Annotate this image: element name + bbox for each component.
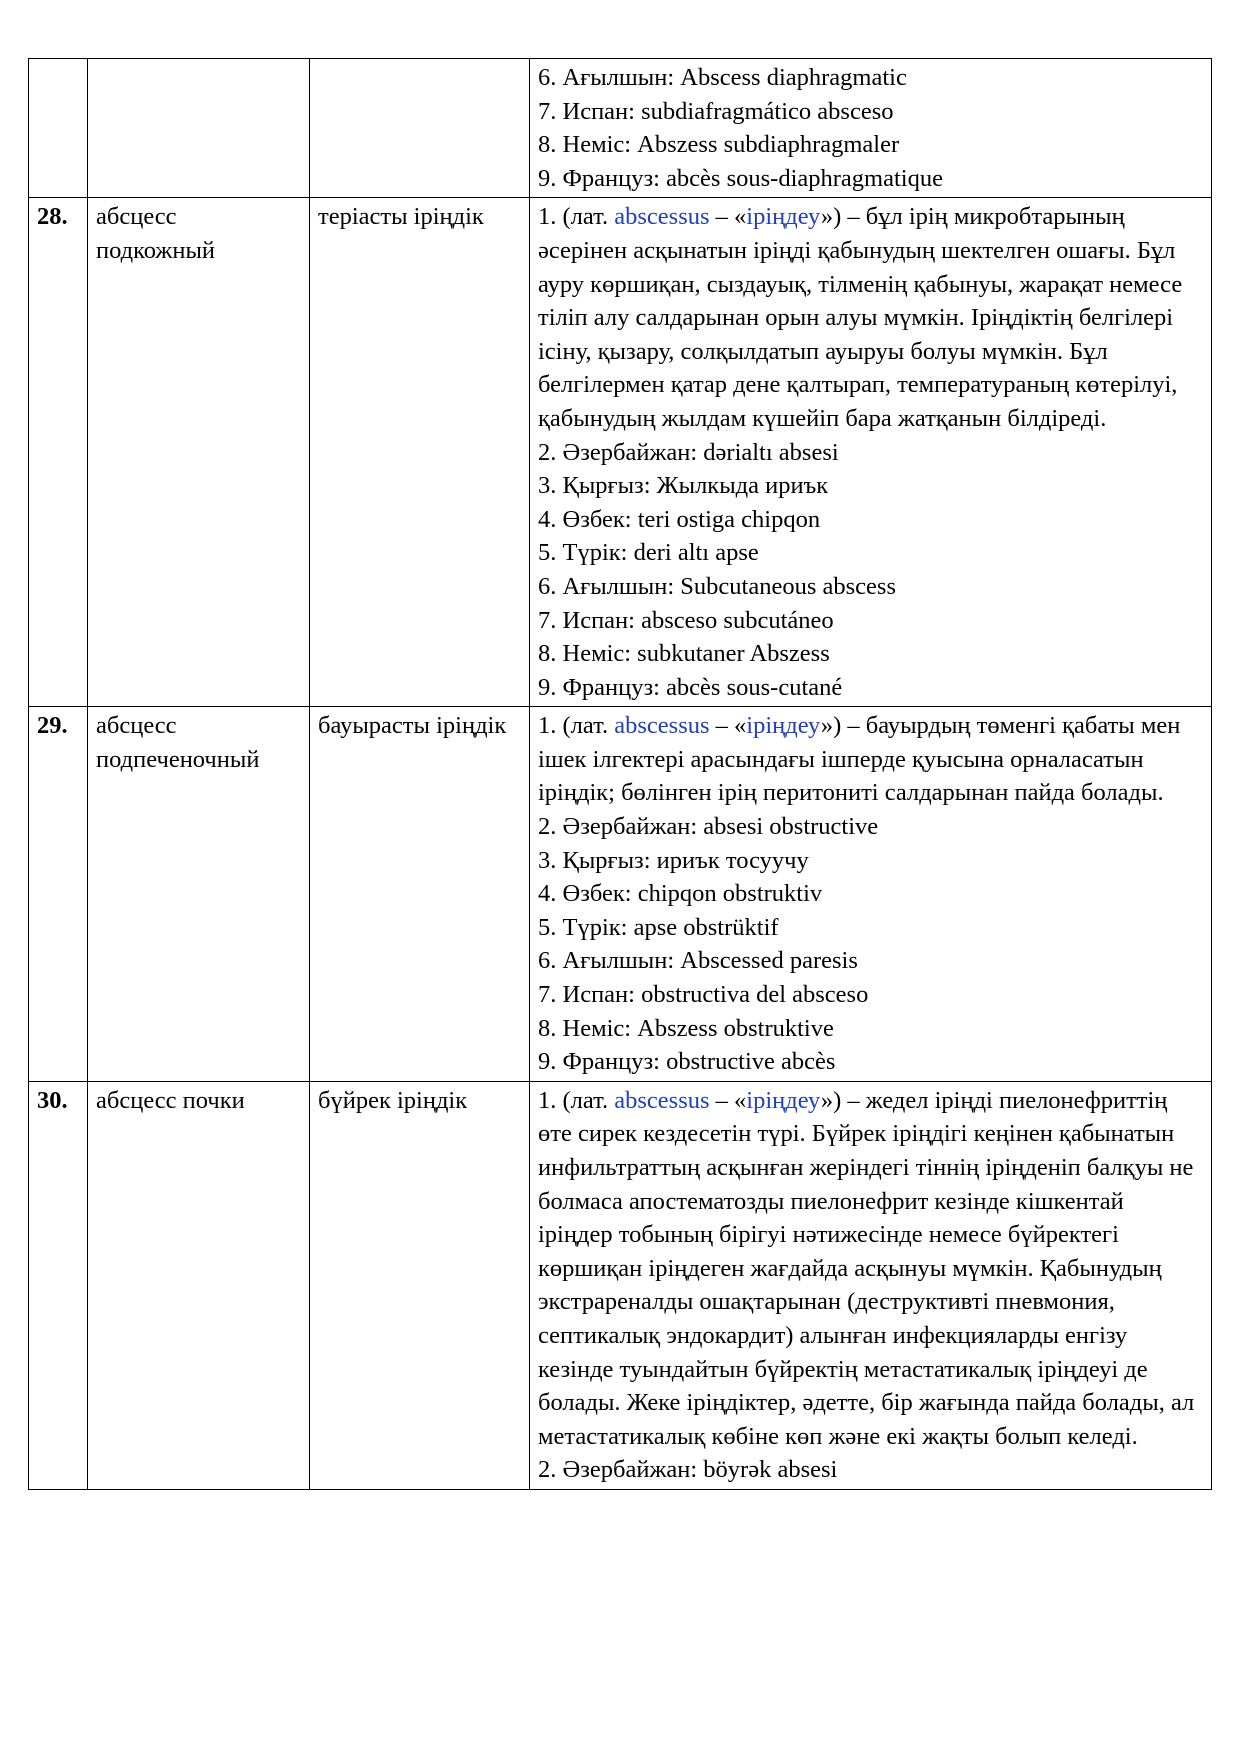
russian-term: абсцесс подпеченочный	[88, 707, 310, 1082]
translation-line: 8. Неміс: Abszess obstruktive	[538, 1014, 834, 1042]
russian-term	[88, 59, 310, 198]
translation-line: 2. Әзербайжан: dərialtı absesi	[538, 438, 839, 466]
latin-term: abscessus	[614, 712, 710, 740]
definition-dash: – «	[709, 712, 747, 740]
latin-term: abscessus	[614, 203, 710, 231]
definition-cell	[530, 1081, 1212, 1489]
translation-line: 9. Француз: obstructive abcès	[538, 1048, 836, 1076]
definition-text	[538, 200, 1203, 435]
entry-number: 29.	[29, 707, 88, 1082]
kazakh-term: теріасты іріңдік	[310, 198, 530, 707]
translation-line: 5. Түрік: apse obstrüktif	[538, 913, 779, 941]
translation-line: 7. Испан: obstructiva del absceso	[538, 981, 869, 1009]
definition-dash: – «	[709, 203, 747, 231]
entry-number	[29, 59, 88, 198]
definition-body: ») – бұл ірің микробтарының әсерінен асқынатын іріңді қабынудың шектелген ошағы. Бұл ауру көршиқан, сыздауық, тілменің қабынуы, жарақат немесе тіліп алу салдарынан орын алуы мүмкін. Іріңдіктің белгілері ісіну, қызару, солқылдатып ауыруы болуы мүмкін. Бұл белгілермен қатар дене қалтырап, температураның көтерілуі, қабынудың жылдам күшейіп бара жатқанын білдіреді.	[538, 203, 1183, 432]
definition-body: ») – бауырдың төменгі қабаты мен ішек ілгектері арасындағы ішперде қуысына орналасатын іріңдік; бөлінген ірің перитониті салдарынан пайда болады.	[538, 712, 1181, 807]
translation-line: 4. Өзбек: chipqon obstruktiv	[538, 880, 823, 908]
translation-line: 3. Қырғыз: ириък тосуучу	[538, 846, 809, 874]
translation-line: 3. Қырғыз: Жылкыда ириък	[538, 472, 829, 500]
definition-text	[538, 1084, 1203, 1454]
definition-prefix: 1. (лат.	[538, 712, 615, 740]
latin-term: abscessus	[614, 1086, 710, 1114]
entry-number: 28.	[29, 198, 88, 707]
etymology-term: іріңдеу	[746, 203, 821, 231]
definition-text	[538, 709, 1203, 810]
table-row	[29, 707, 1212, 1082]
kazakh-term: бүйрек іріңдік	[310, 1081, 530, 1489]
definition-cell	[530, 59, 1212, 198]
translation-line: 9. Француз: abcès sous-diaphragmatique	[538, 164, 943, 192]
translation-line: 4. Өзбек: teri ostiga chipqon	[538, 505, 821, 533]
definition-prefix: 1. (лат.	[538, 1086, 615, 1114]
table-row	[29, 1081, 1212, 1489]
table-row	[29, 198, 1212, 707]
definition-cell	[530, 198, 1212, 707]
translation-line: 2. Әзербайжан: absesi obstructive	[538, 813, 879, 841]
translation-line: 2. Әзербайжан: böyrək absesi	[538, 1456, 838, 1484]
kazakh-term: бауырасты іріңдік	[310, 707, 530, 1082]
russian-term: абсцесс подкожный	[88, 198, 310, 707]
table-row	[29, 59, 1212, 198]
definition-cell	[530, 707, 1212, 1082]
translation-line: 8. Неміс: subkutaner Abszess	[538, 640, 830, 668]
translation-line: 7. Испан: absceso subcutáneo	[538, 606, 834, 634]
translation-line: 6. Ағылшын: Subcutaneous abscess	[538, 572, 896, 600]
definition-dash: – «	[709, 1086, 747, 1114]
etymology-term: іріңдеу	[746, 1086, 821, 1114]
kazakh-term	[310, 59, 530, 198]
definition-prefix: 1. (лат.	[538, 203, 615, 231]
entry-number: 30.	[29, 1081, 88, 1489]
dictionary-table	[28, 58, 1212, 1490]
translation-line: 6. Ағылшын: Abscess diaphragmatic	[538, 64, 907, 91]
translation-line: 5. Түрік: deri altı apse	[538, 539, 759, 567]
dictionary-table-body	[29, 59, 1212, 1490]
translation-line: 6. Ағылшын: Abscessed paresis	[538, 947, 858, 975]
translation-line: 7. Испан: subdiafragmático absceso	[538, 97, 894, 125]
etymology-term: іріңдеу	[746, 712, 821, 740]
definition-body: ») – жедел іріңді пиелонефриттің өте сирек кездесетін түрі. Бүйрек іріңдігі кеңінен қабынатын инфильтраттың асқынған жеріндегі тіннің іріңденіп балқуы не болмаса апостематозды пиелонефрит кезінде кішкентай іріңдер тобының бірігуі нәтижесінде немесе бүйректегі көршиқан іріңдеген жағдайда асқынуы мүмкін. Қабынудың экстрареналды ошақтарынан (деструктивті пневмония, септикалық эндокардит) алынған инфекцияларды енгізу кезінде туындайтын бүйректің метастатикалық іріңдеуі де болады. Жеке іріңдіктер, әдетте, бір жағында пайда болады, ал метастатикалық көбіне көп және екі жақты болып келеді.	[538, 1086, 1195, 1450]
russian-term: абсцесс почки	[88, 1081, 310, 1489]
translation-line: 9. Француз: abcès sous-cutané	[538, 673, 843, 701]
translation-line: 8. Неміс: Abszess subdiaphragmaler	[538, 131, 900, 159]
